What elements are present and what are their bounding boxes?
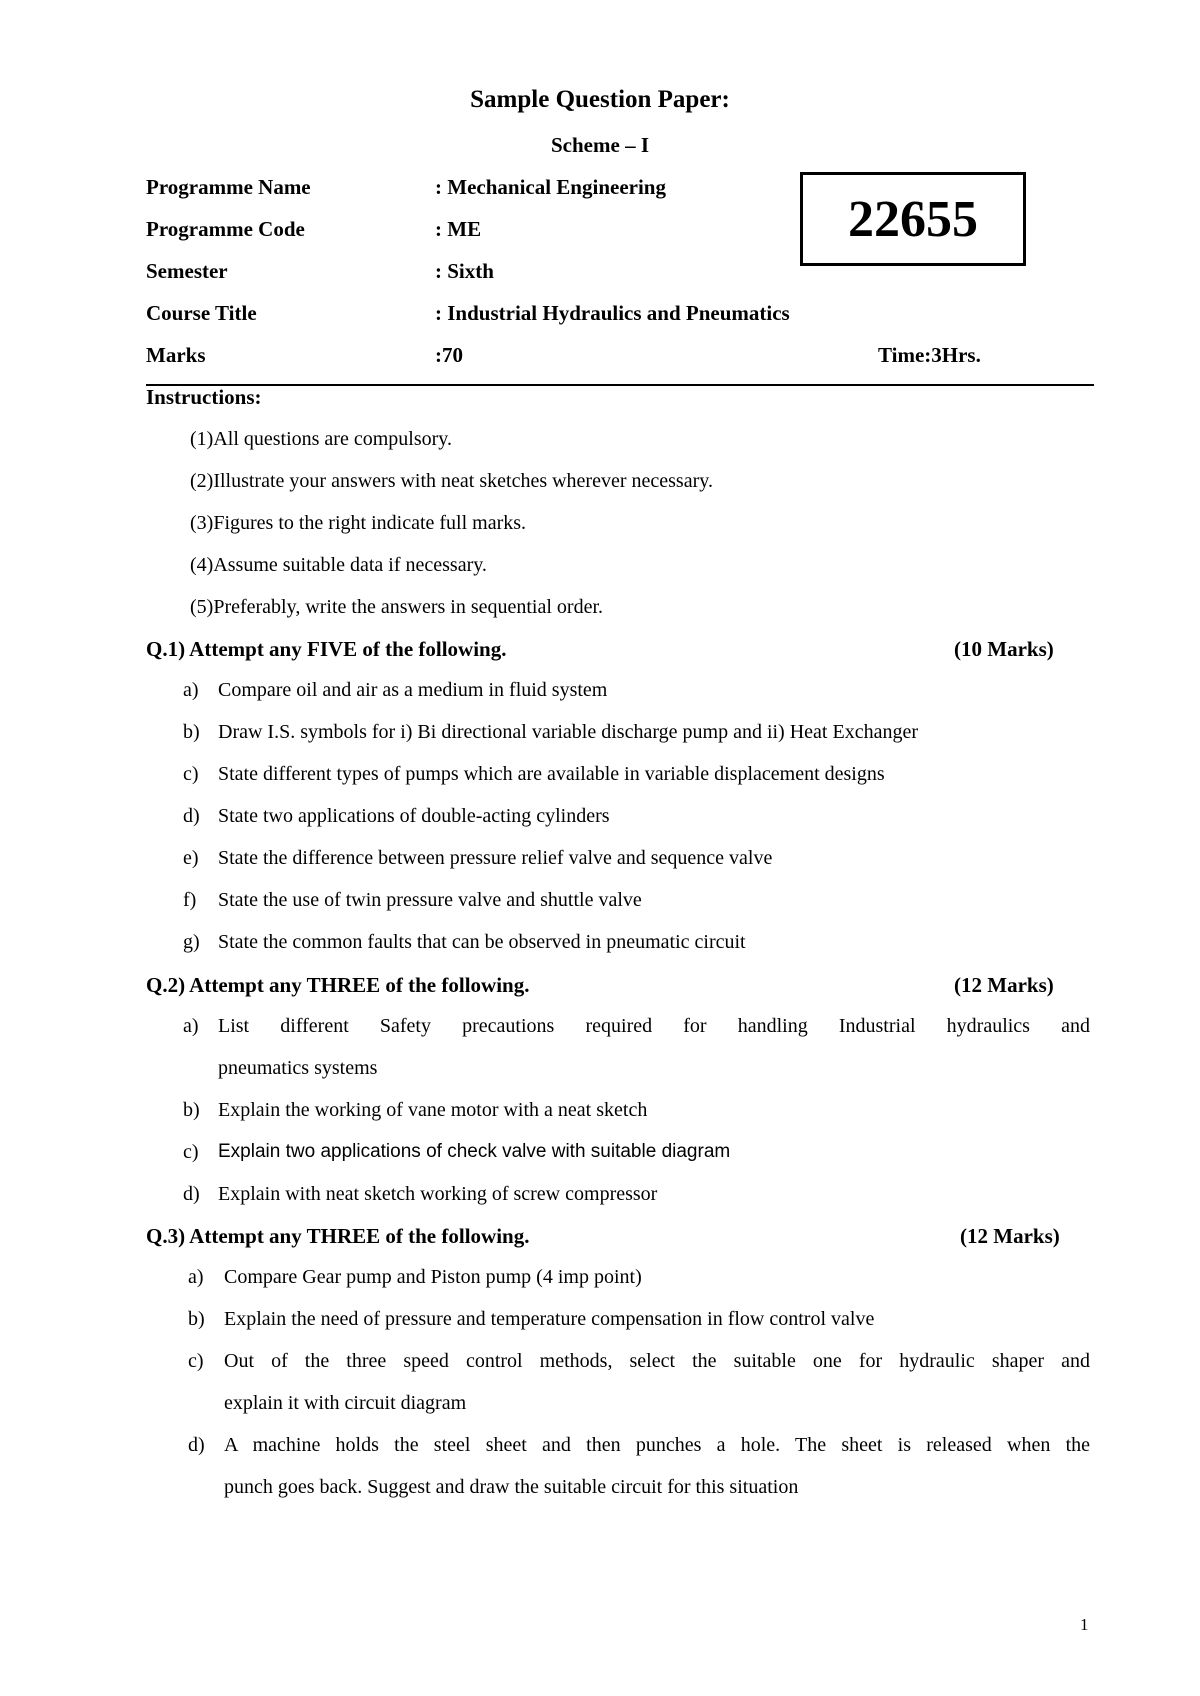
instruction-item: (1)All questions are compulsory. xyxy=(190,428,452,450)
question-3-item-letter: b) xyxy=(188,1308,205,1330)
question-2-marks: (12 Marks) xyxy=(954,973,1054,997)
question-3-item-text: A machine holds the steel sheet and then punches a hole. The sheet is released when the xyxy=(224,1434,1090,1456)
question-1-item-text: Compare oil and air as a medium in fluid system xyxy=(218,679,608,701)
question-1-item-text: State two applications of double-acting cylinders xyxy=(218,805,610,827)
question-3-item-letter: d) xyxy=(188,1434,205,1456)
instruction-item: (4)Assume suitable data if necessary. xyxy=(190,554,487,576)
course-code-box: 22655 xyxy=(800,172,1026,266)
question-1-item-text: Draw I.S. symbols for i) Bi directional variable discharge pump and ii) Heat Exchanger xyxy=(218,721,918,743)
question-2-item-text: List different Safety precautions required for handling Industrial hydraulics and xyxy=(218,1015,1090,1037)
question-3-item-letter: c) xyxy=(188,1350,204,1372)
meta-label-marks: Marks xyxy=(146,343,206,367)
question-3-item-text: Compare Gear pump and Piston pump (4 imp point) xyxy=(224,1266,642,1288)
question-3-item-text: Out of the three speed control methods, select the suitable one for hydraulic shaper and xyxy=(224,1350,1090,1372)
question-1-item-text: State the use of twin pressure valve and shuttle valve xyxy=(218,889,642,911)
instruction-item: (2)Illustrate your answers with neat sketches wherever necessary. xyxy=(190,470,713,492)
meta-label-programme-name: Programme Name xyxy=(146,175,311,199)
question-3-item-letter: a) xyxy=(188,1266,204,1288)
question-1-item-letter: d) xyxy=(183,805,200,827)
question-2-item-letter: d) xyxy=(183,1183,200,1205)
instructions-heading: Instructions: xyxy=(146,385,262,409)
meta-value-programme-code: : ME xyxy=(435,217,482,241)
question-1-item-letter: a) xyxy=(183,679,199,701)
question-2-item-text: Explain two applications of check valve with suitable diagram xyxy=(218,1141,731,1162)
meta-label-course-title: Course Title xyxy=(146,301,257,325)
question-2-item-text: Explain with neat sketch working of screw compressor xyxy=(218,1183,658,1205)
question-1-item-letter: f) xyxy=(183,889,197,911)
meta-label-semester: Semester xyxy=(146,259,228,283)
question-1-item-letter: g) xyxy=(183,931,200,953)
header-divider xyxy=(146,384,1094,386)
question-2-heading: Q.2) Attempt any THREE of the following. xyxy=(146,973,530,997)
question-3-marks: (12 Marks) xyxy=(960,1224,1060,1248)
instruction-item: (3)Figures to the right indicate full marks. xyxy=(190,512,527,534)
page-number: 1 xyxy=(1080,1615,1089,1634)
page-title: Sample Question Paper: xyxy=(470,86,730,113)
scheme-label: Scheme – I xyxy=(551,133,649,157)
meta-value-semester: : Sixth xyxy=(435,259,494,283)
question-1-item-letter: e) xyxy=(183,847,199,869)
question-2-item-text-continued: pneumatics systems xyxy=(218,1057,378,1079)
question-2-item-text: Explain the working of vane motor with a neat sketch xyxy=(218,1099,648,1121)
meta-label-programme-code: Programme Code xyxy=(146,217,305,241)
question-1-item-text: State the common faults that can be observed in pneumatic circuit xyxy=(218,931,746,953)
question-1-item-text: State the difference between pressure relief valve and sequence valve xyxy=(218,847,773,869)
question-2-item-letter: b) xyxy=(183,1099,200,1121)
question-1-item-text: State different types of pumps which are available in variable displacement designs xyxy=(218,763,885,785)
meta-value-programme-name: : Mechanical Engineering xyxy=(435,175,666,199)
question-1-item-letter: b) xyxy=(183,721,200,743)
question-1-heading: Q.1) Attempt any FIVE of the following. xyxy=(146,637,507,661)
question-2-item-letter: c) xyxy=(183,1141,199,1163)
question-2-item-letter: a) xyxy=(183,1015,199,1037)
instruction-item: (5)Preferably, write the answers in sequential order. xyxy=(190,596,603,618)
question-3-item-text: Explain the need of pressure and temperature compensation in flow control valve xyxy=(224,1308,875,1330)
question-1-marks: (10 Marks) xyxy=(954,637,1054,661)
question-1-item-letter: c) xyxy=(183,763,199,785)
question-3-item-text-continued: explain it with circuit diagram xyxy=(224,1392,467,1414)
meta-value-course-title: : Industrial Hydraulics and Pneumatics xyxy=(435,301,790,325)
time-duration: Time:3Hrs. xyxy=(878,343,981,367)
question-3-heading: Q.3) Attempt any THREE of the following. xyxy=(146,1224,530,1248)
question-3-item-text-continued: punch goes back. Suggest and draw the suitable circuit for this situation xyxy=(224,1476,799,1498)
meta-value-marks: :70 xyxy=(435,343,463,367)
